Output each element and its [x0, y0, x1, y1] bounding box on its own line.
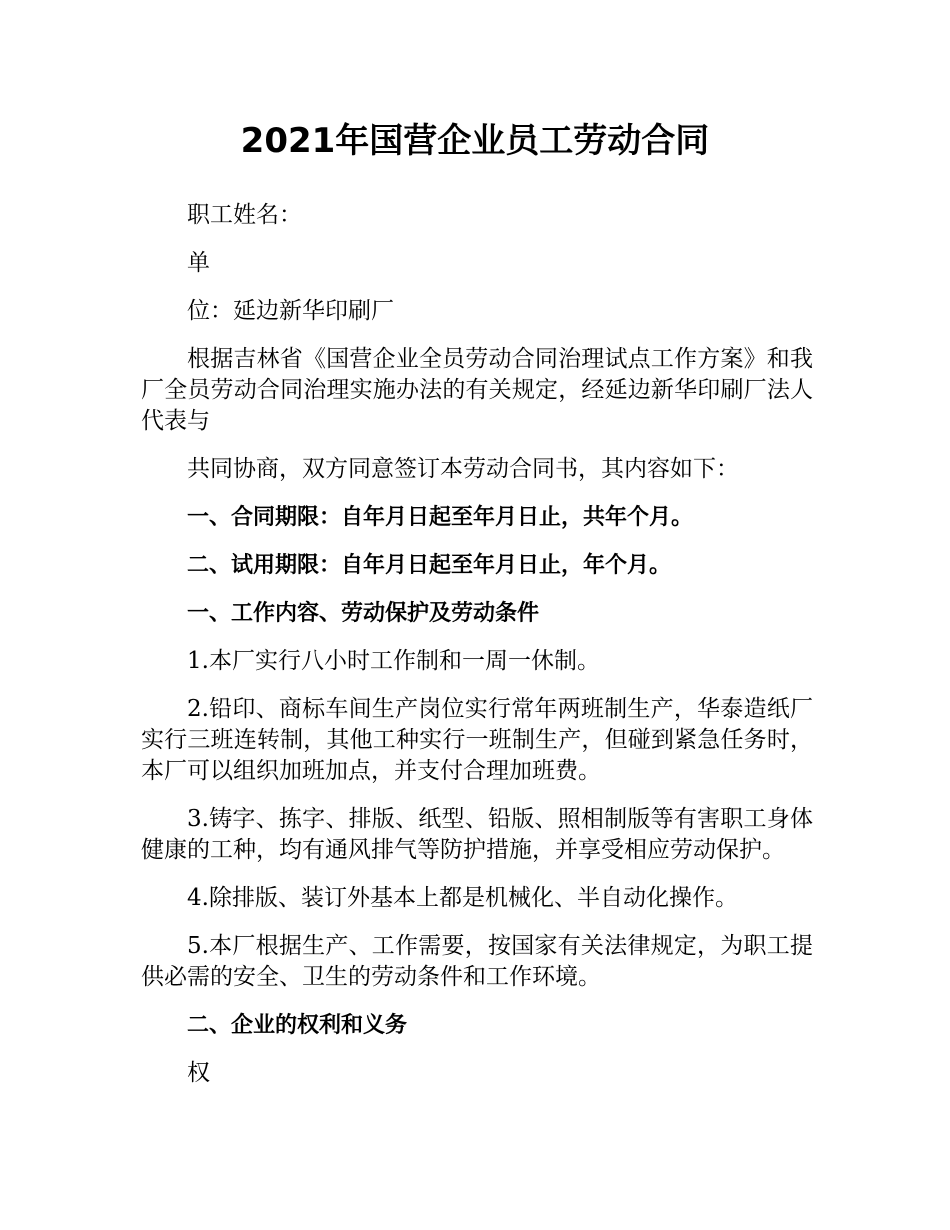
paragraph-employee-name: 职工姓名： — [187, 202, 302, 228]
document-title: 2021年国营企业员工劳动合同 — [240, 121, 710, 161]
clause-2: 2.铅印、商标车间生产岗位实行常年两班制生产，华泰造纸厂实行三班连转制，其他工种实行一班制生产，但碰到紧急任务时，本厂可以组织加班加点，并支付合理加班费。 — [141, 696, 813, 784]
heading-contract-term: 一、合同期限：自年月日起至年月日止，共年个月。 — [187, 505, 694, 530]
document-body — [141, 200, 813, 1106]
paragraph-basis: 根据吉林省《国营企业全员劳动合同治理试点工作方案》和我厂全员劳动合同治理实施办法的有关规定，经延边新华印刷厂法人代表与 — [141, 346, 813, 434]
clause-4: 4.除排版、装订外基本上都是机械化、半自动化操作。 — [187, 885, 738, 911]
paragraph-agreement: 共同协商，双方同意签订本劳动合同书，其内容如下： — [187, 456, 739, 482]
paragraph-unit-value: 位：延边新华印刷厂 — [187, 298, 394, 324]
heading-enterprise-rights: 二、企业的权利和义务 — [187, 1013, 408, 1038]
heading-work-content: 一、工作内容、劳动保护及劳动条件 — [187, 601, 540, 626]
paragraph-rights-start: 权 — [187, 1060, 210, 1086]
clause-1: 1.本厂实行八小时工作制和一周一休制。 — [187, 648, 600, 674]
clause-5: 5.本厂根据生产、工作需要，按国家有关法律规定，为职工提供必需的安全、卫生的劳动条件和工作环境。 — [141, 933, 813, 990]
heading-probation-term: 二、试用期限：自年月日起至年月日止，年个月。 — [187, 553, 672, 578]
clause-3: 3.铸字、拣字、排版、纸型、铅版、照相制版等有害职工身体健康的工种，均有通风排气等防护措施，并享受相应劳动保护。 — [141, 806, 813, 863]
paragraph-unit-label: 单 — [187, 250, 210, 276]
